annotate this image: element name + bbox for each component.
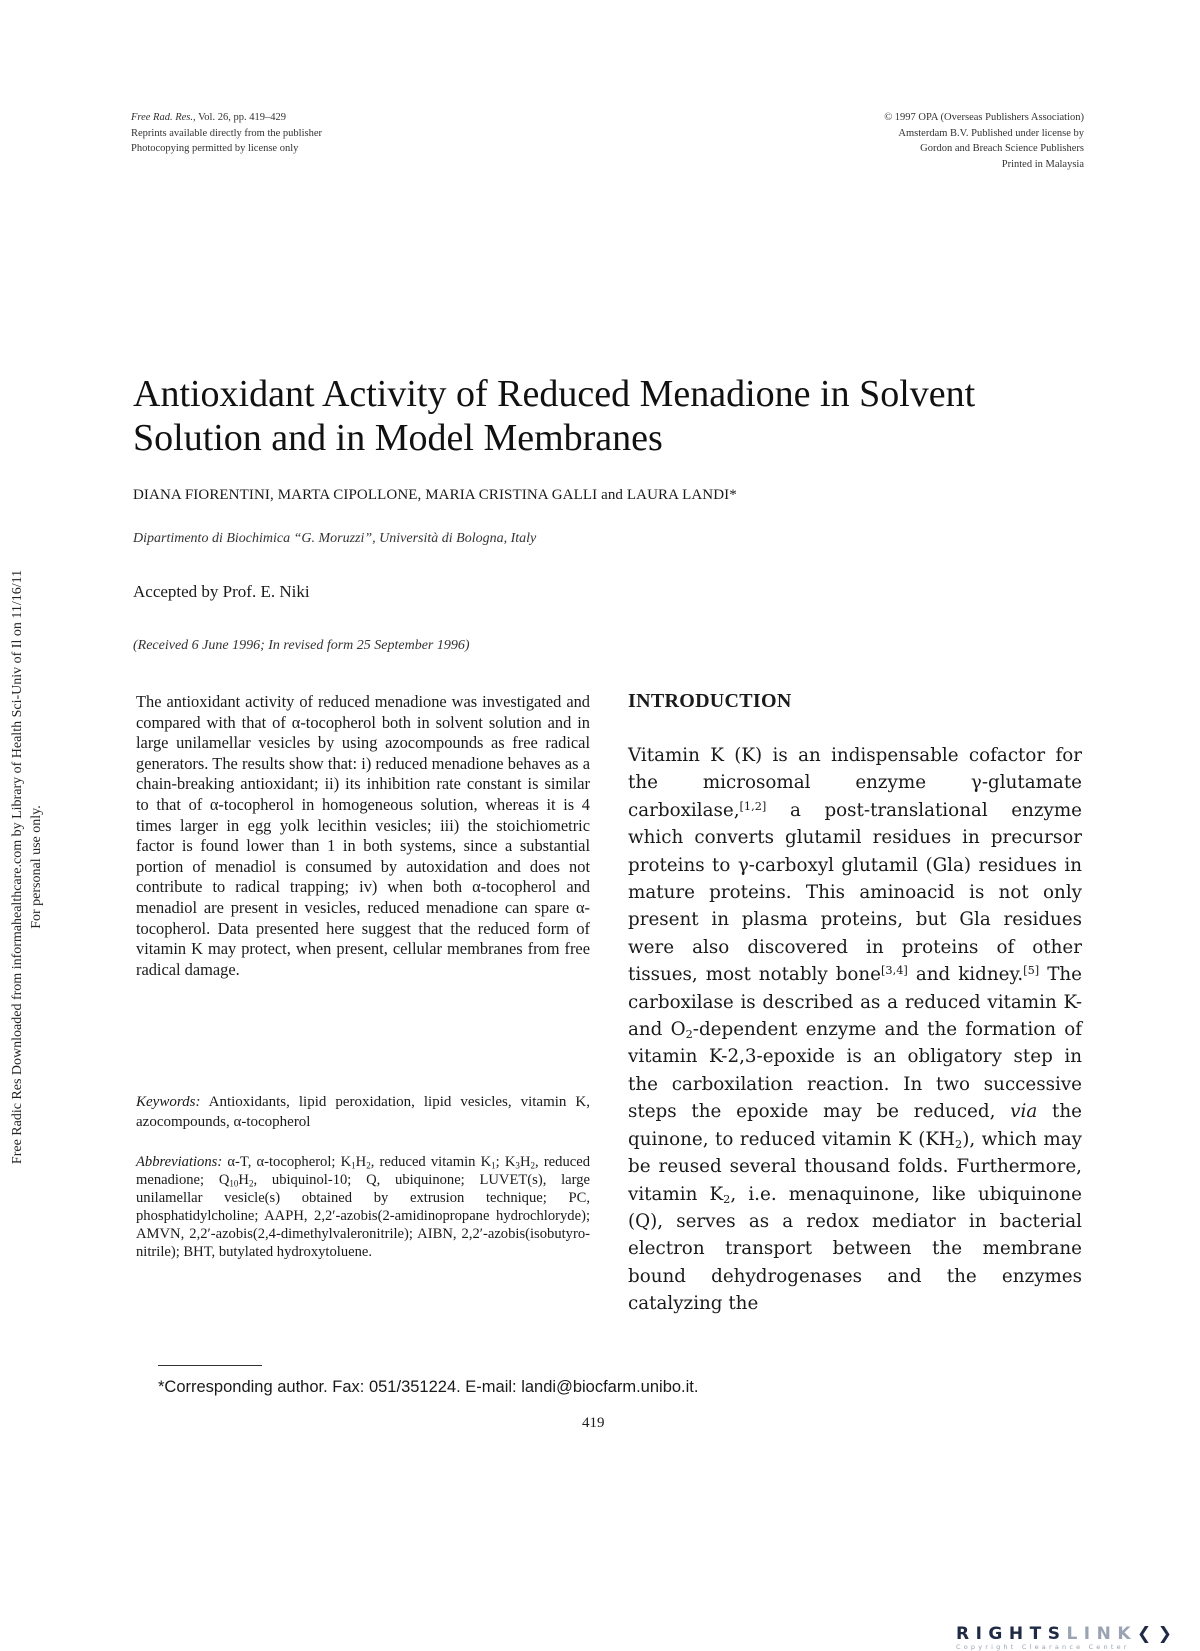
abbreviations-label: Abbreviations:	[136, 1154, 223, 1170]
rightslink-word-a: RIGHTS	[956, 1624, 1067, 1644]
keywords-text: Antioxidants, lipid peroxidation, lipid vesicles, vitamin K, azocompounds, α-tocopherol	[136, 1094, 590, 1130]
reprints-note: Reprints available directly from the publisher	[131, 127, 322, 139]
citation-ref[interactable]: [5]	[1023, 963, 1040, 978]
page-number: 419	[582, 1415, 605, 1431]
abbrev-text: , ubiquinol-10; Q, ubiquinone; LUVET(s), large unilamellar vesicle(s) obtained by extrusion technique; PC, phosphatidylcholine; AAPH, 2,2′-azobis(2-amidinopropane hydrochloryde); AMVN, 2,2′-azobis(2,4-dimethylvaleronitrile); AIBN, 2,2′-azobis(isobutyro-nitrile); BHT, butylated hydroxytoluene.	[136, 1171, 590, 1260]
abbrev-sub: 2	[248, 1178, 254, 1189]
license-line: Amsterdam B.V. Published under license by	[898, 127, 1084, 139]
rightslink-logo[interactable]	[956, 1624, 1179, 1651]
download-watermark	[8, 262, 52, 1472]
intro-span: a post-translational enzyme which converts glutamil residues in precursor proteins to γ-carboxyl glutamil (Gla) residues in mature proteins. This aminoacid is not only present in plasma proteins, but Gla residues were also discovered in proteins of other tissues, most notably bone	[628, 799, 1082, 986]
abbrev-sub: 1	[351, 1160, 356, 1171]
intro-sub: 2	[685, 1026, 693, 1041]
intro-span: the quinone, to reduced vitamin K (KH	[628, 1101, 1082, 1150]
abbrev-sub: 1	[491, 1160, 496, 1171]
abbrev-text: H	[238, 1171, 249, 1188]
intro-sub: 2	[723, 1191, 731, 1206]
keywords	[136, 1092, 590, 1132]
publisher-line: Gordon and Breach Science Publishers	[920, 143, 1084, 154]
rightslink-word-b: LINK	[1066, 1624, 1137, 1644]
affiliation: Dipartimento di Biochimica “G. Moruzzi”, Università di Bologna, Italy	[133, 531, 537, 546]
abbrev-text: , reduced menadione; Q	[136, 1154, 591, 1188]
intro-span: ), which may be reused several thousand folds. Furthermore, vitamin K	[628, 1128, 1082, 1205]
rightslink-subtitle: Copyright Clearance Center	[956, 1643, 1130, 1651]
intro-span: Vitamin K (K) is an indispensable cofactor for the microsomal enzyme γ-glutamate carboxilase,	[628, 745, 1082, 821]
rightslink-arrow-icon: ❮❯	[1137, 1624, 1179, 1644]
printed-line: Printed in Malaysia	[1001, 158, 1084, 170]
intro-sub: 2	[954, 1136, 963, 1151]
received-dates: (Received 6 June 1996; In revised form 25 September 1996)	[133, 638, 470, 653]
intro-span: , i.e. menaquinone, like ubiquinone (Q), serves as a redox mediator in bacterial electron transport between the membrane bound dehydrogenases and the enzymes catalyzing the	[628, 1183, 1082, 1315]
abstract: The antioxidant activity of reduced menadione was investigated and compared with that of α-tocopherol both in solvent solution and in large unilamellar vesicles by using azocompounds as free radical generators. The results show that: i) reduced menadione behaves as a chain-breaking antioxidant; ii) its inhibition rate constant is similar to that of α-tocopherol in homogeneous solution, whereas it is 4 times larger in egg yolk lecithin vesicles; iii) the stoichiometric factor is found lower than 1 in both systems, since a substantial portion of menadiol is consumed by autoxidation and does not contribute to radical trapping; iv) when both α-tocopherol and menadiol are present in vesicles, reduced menadione can spare α-tocopherol. Data presented here suggest that the reduced form of vitamin K may protect, when present, cellular membranes from free radical damage.	[136, 692, 590, 979]
keywords-label: Keywords:	[136, 1094, 201, 1110]
photocopy-note: Photocopying permitted by license only	[131, 143, 299, 154]
author-list: DIANA FIORENTINI, MARTA CIPOLLONE, MARIA CRISTINA GALLI and LAURA LANDI*	[133, 487, 737, 503]
abbrev-sub: 10	[229, 1178, 239, 1189]
abbrev-text: H	[355, 1154, 367, 1170]
abbrev-text: , reduced vitamin K	[370, 1154, 492, 1170]
citation-ref[interactable]: [1,2]	[739, 798, 767, 813]
abbrev-sub: 2	[530, 1160, 536, 1171]
accepted-by: Accepted by Prof. E. Niki	[133, 582, 310, 601]
watermark-line-1: Free Radic Res Downloaded from informahealthcare.com by Library of Health Sci-Univ of Il on 11/16/11	[10, 569, 25, 1165]
journal-abbrev: Free Rad. Res.	[131, 112, 194, 123]
citation-ref[interactable]: [3,4]	[881, 963, 908, 978]
intro-span: The carboxilase is described as a reduced vitamin K- and O	[628, 964, 1082, 1041]
abbrev-text: H	[519, 1154, 531, 1170]
intro-italic: via	[1010, 1101, 1038, 1123]
abbrev-text: α-T, α-tocopherol; K	[227, 1154, 352, 1170]
abbrev-sub: 2	[366, 1160, 371, 1171]
introduction-text	[628, 742, 1082, 1318]
abbrev-text: ; K	[495, 1154, 516, 1170]
journal-volume: , Vol. 26, pp. 419–429	[193, 112, 286, 123]
article-title: Antioxidant Activity of Reduced Menadione in Solvent Solution and in Model Membranes	[133, 373, 976, 459]
copyright-line: © 1997 OPA (Overseas Publishers Association)	[884, 112, 1084, 123]
intro-span: -dependent enzyme and the formation of vitamin K-2,3-epoxide is an obligatory step in the carboxilation reaction. In two successive steps the epoxide may be reduced,	[628, 1019, 1082, 1123]
intro-span: and kidney.	[907, 964, 1024, 986]
introduction-heading: INTRODUCTION	[628, 690, 792, 712]
corresponding-author-footnote: *Corresponding author. Fax: 051/351224. E-mail: landi@biocfarm.unibo.it.	[158, 1378, 699, 1396]
running-header-right	[760, 110, 1084, 172]
abbreviations	[136, 1154, 590, 1261]
footnote-rule	[158, 1365, 262, 1366]
running-header-left	[131, 110, 461, 157]
abbrev-sub: 3	[515, 1160, 520, 1171]
watermark-line-2: For personal use only.	[29, 805, 44, 929]
